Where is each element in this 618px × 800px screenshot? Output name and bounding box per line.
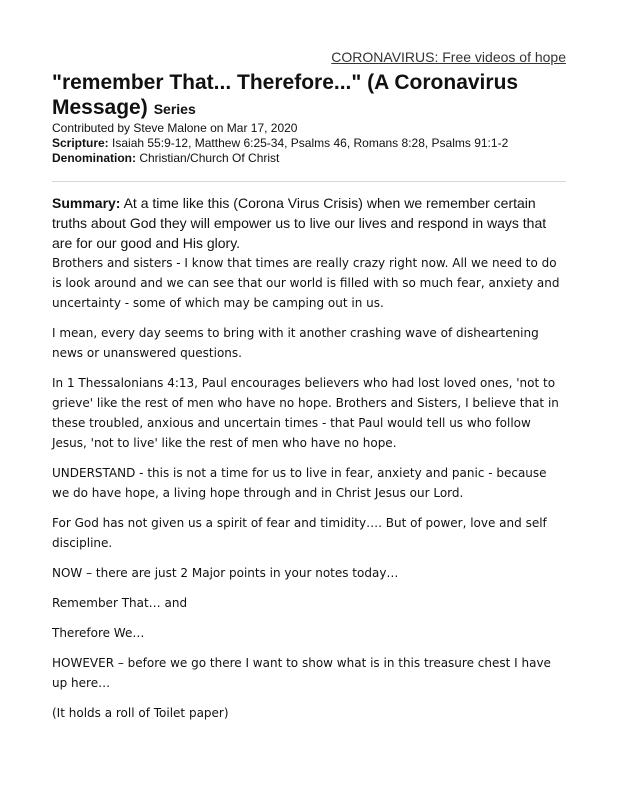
scripture-label: Scripture: — [52, 136, 109, 150]
denomination-value: Christian/Church Of Christ — [139, 151, 280, 165]
body-paragraph: I mean, every day seems to bring with it another crashing wave of disheartening news or unanswered questions. — [52, 326, 539, 360]
sermon-title-text: "remember That... Therefore..." (A Coronavirus Message) — [52, 71, 519, 119]
contributed-line: Contributed by Steve Malone on Mar 17, 2020 — [52, 121, 298, 135]
body-paragraph: Therefore We… — [52, 626, 145, 640]
body-paragraph: In 1 Thessalonians 4:13, Paul encourages believers who had lost loved ones, 'not to grieve' like the rest of men who have no hope. Brothers and Sisters, I believe that in these troubled, anxious and uncertain times - that Paul would tell us who follow Jesus, 'not to live' like the rest of men who have no hope. — [52, 376, 559, 450]
body-paragraph: Brothers and sisters - I know that times are really crazy right now. All we need to do is look around and we can see that our world is filled with so much fear, anxiety and uncertainty - some of which may be camping out in us. — [52, 256, 560, 310]
denomination-label: Denomination: — [52, 151, 136, 165]
summary — [52, 193, 566, 253]
body-paragraph: UNDERSTAND - this is not a time for us to live in fear, anxiety and panic - because we do have hope, a living hope through and in Christ Jesus our Lord. — [52, 466, 547, 500]
coronavirus-videos-link[interactable]: CORONAVIRUS: Free videos of hope — [331, 49, 566, 65]
body-paragraph: (It holds a roll of Toilet paper) — [52, 706, 229, 720]
summary-label: Summary: — [52, 195, 121, 211]
body-paragraph: NOW – there are just 2 Major points in your notes today… — [52, 566, 399, 580]
body-paragraph: For God has not given us a spirit of fear and timidity…. But of power, love and self discipline. — [52, 516, 547, 550]
sermon-meta — [52, 121, 566, 166]
divider — [52, 181, 566, 182]
scripture-value: Isaiah 55:9-12, Matthew 6:25-34, Psalms 46, Romans 8:28, Psalms 91:1-2 — [112, 136, 509, 150]
scripture-line — [52, 136, 566, 151]
sermon-title — [52, 70, 566, 122]
sermon-body — [52, 253, 566, 733]
summary-text: At a time like this (Corona Virus Crisis) when we remember certain truths about God they will empower us to live our lives and respond in ways that are for our good and His glory. — [52, 195, 547, 251]
body-paragraph: Remember That… and — [52, 596, 188, 610]
body-paragraph: HOWEVER – before we go there I want to show what is in this treasure chest I have up here… — [52, 656, 551, 690]
series-label[interactable]: Series — [153, 101, 196, 117]
denomination-line — [52, 151, 566, 166]
